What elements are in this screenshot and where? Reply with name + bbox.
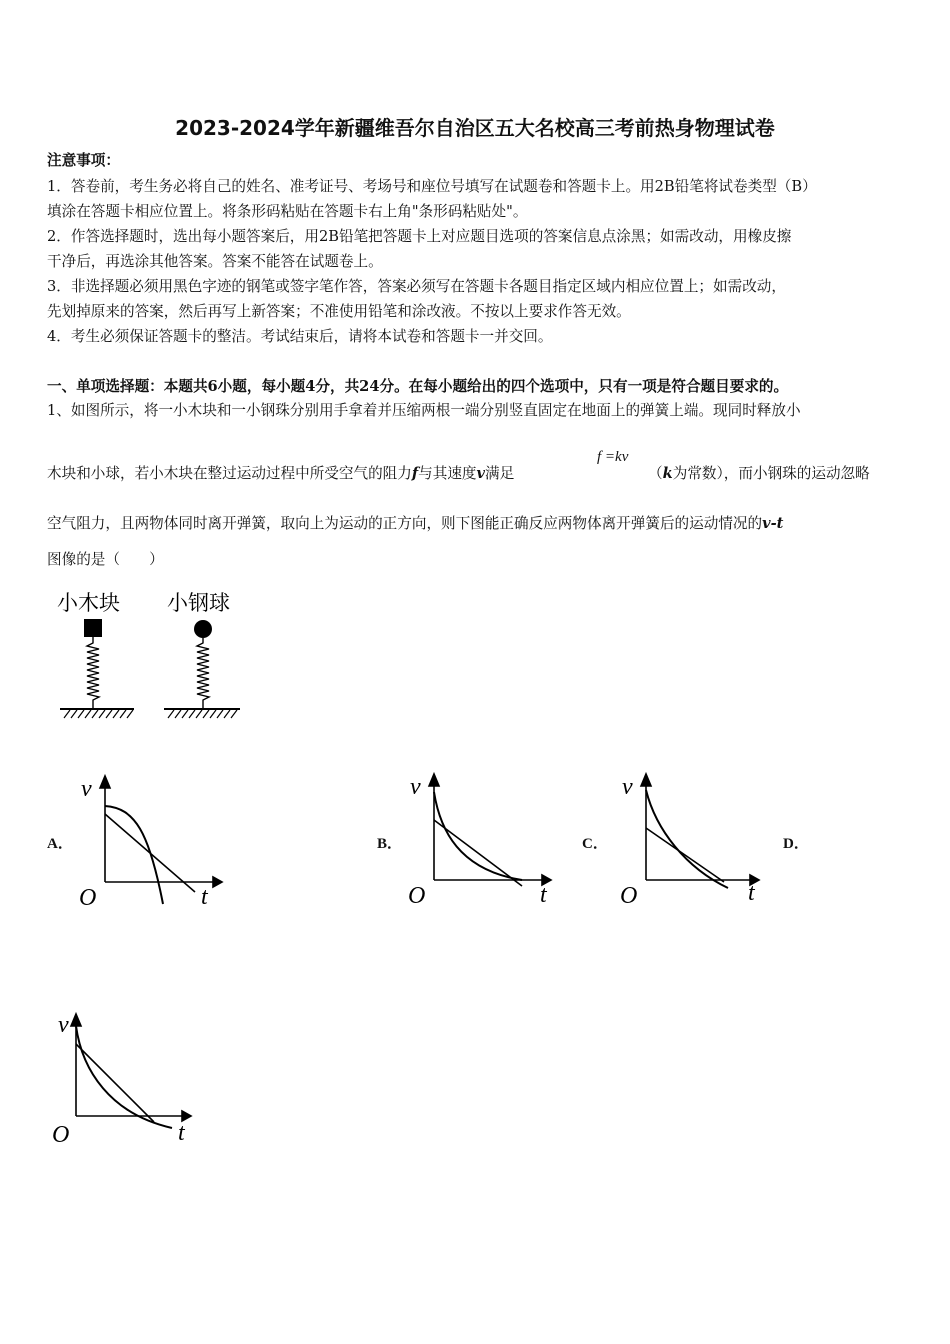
question-1-line-3: 空气阻力，且两物体同时离开弹簧，取向上为运动的正方向，则下图能正确反应两物体离开弹簧后的运动情况的v-t	[47, 515, 784, 532]
line-ball-a	[105, 814, 195, 892]
line-ball-b	[434, 820, 522, 886]
option-b-label[interactable]: B．	[377, 836, 403, 852]
graph-option-b[interactable]	[404, 770, 554, 910]
formula-f-kv: f =kv	[597, 449, 629, 465]
label-wood-block: 小木块	[57, 591, 120, 615]
spring-figure	[52, 585, 252, 725]
axis-t-label: t	[540, 882, 547, 908]
axis-v-label: v	[410, 774, 421, 800]
notice-item-4: 4．考生必须保证答题卡的整洁。考试结束后，请将本试卷和答题卡一并交回。	[47, 328, 553, 345]
notice-item-2b: 干净后，再选涂其他答案。答案不能答在试题卷上。	[47, 253, 383, 270]
axis-t-label: t	[201, 884, 208, 910]
question-1-line-4: 图像的是（ ）	[47, 551, 164, 568]
option-c-label[interactable]: C．	[582, 836, 608, 852]
option-a-label[interactable]: A．	[47, 836, 73, 852]
curve-wood-d	[76, 1026, 172, 1128]
ground-right	[164, 709, 240, 718]
wood-block	[84, 619, 102, 637]
line-ball-d	[76, 1044, 154, 1122]
notice-item-1a: 1．答卷前，考生务必将自己的姓名、准考证号、考场号和座位号填写在试题卷和答题卡上。用2B铅笔将试卷类型（B）	[47, 178, 817, 195]
axis-v-label: v	[58, 1012, 69, 1038]
notice-item-3b: 先划掉原来的答案，然后再写上新答案；不准使用铅笔和涂改液。不按以上要求作答无效。	[47, 303, 631, 320]
notice-item-2a: 2．作答选择题时，选出每小题答案后，用2B铅笔把答题卡上对应题目选项的答案信息点涂黑；如需改动，用橡皮擦	[47, 228, 792, 245]
page-title: 2023-2024学年新疆维吾尔自治区五大名校高三考前热身物理试卷	[175, 116, 775, 140]
axis-v-label: v	[81, 776, 92, 802]
label-steel-ball: 小钢球	[167, 591, 230, 615]
graph-option-c[interactable]	[616, 770, 766, 910]
axis-origin-label: O	[620, 883, 638, 909]
axis-v-label: v	[622, 774, 633, 800]
section-heading: 一、单项选择题：本题共6小题，每小题4分，共24分。在每小题给出的四个选项中，只有一项是符合题目要求的。	[47, 378, 789, 395]
axis-t-label: t	[748, 880, 755, 906]
notice-item-1b: 填涂在答题卡相应位置上。将条形码粘贴在答题卡右上角"条形码粘贴处"。	[47, 203, 528, 220]
curve-wood-b	[434, 792, 522, 880]
line-ball-c	[646, 828, 724, 882]
question-1-line-2: 木块和小球，若小木块在整过运动过程中所受空气的阻力f与其速度v满足	[47, 465, 515, 482]
option-d-label[interactable]: D．	[783, 836, 809, 852]
notice-heading: 注意事项：	[47, 152, 120, 169]
question-1-line-1: 1、如图所示，将一小木块和一小钢珠分别用手拿着并压缩两根一端分别竖直固定在地面上的弹簧上端。现同时释放小	[47, 402, 801, 419]
spring-left	[87, 637, 99, 708]
axis-origin-label: O	[79, 885, 97, 911]
graph-option-a[interactable]	[75, 772, 225, 912]
ground-left	[60, 709, 134, 718]
axis-origin-label: O	[52, 1122, 70, 1148]
axis-origin-label: O	[408, 883, 426, 909]
question-1-line-2-end: （k为常数），而小钢珠的运动忽略	[648, 465, 870, 482]
steel-ball	[194, 620, 212, 638]
notice-item-3a: 3．非选择题必须用黑色字迹的钢笔或签字笔作答，答案必须写在答题卡各题目指定区域内相应位置上；如需改动，	[47, 278, 786, 295]
axis-t-label: t	[178, 1120, 185, 1146]
graph-option-d[interactable]	[50, 1010, 200, 1150]
curve-wood-c	[646, 790, 728, 888]
spring-right	[197, 638, 209, 708]
